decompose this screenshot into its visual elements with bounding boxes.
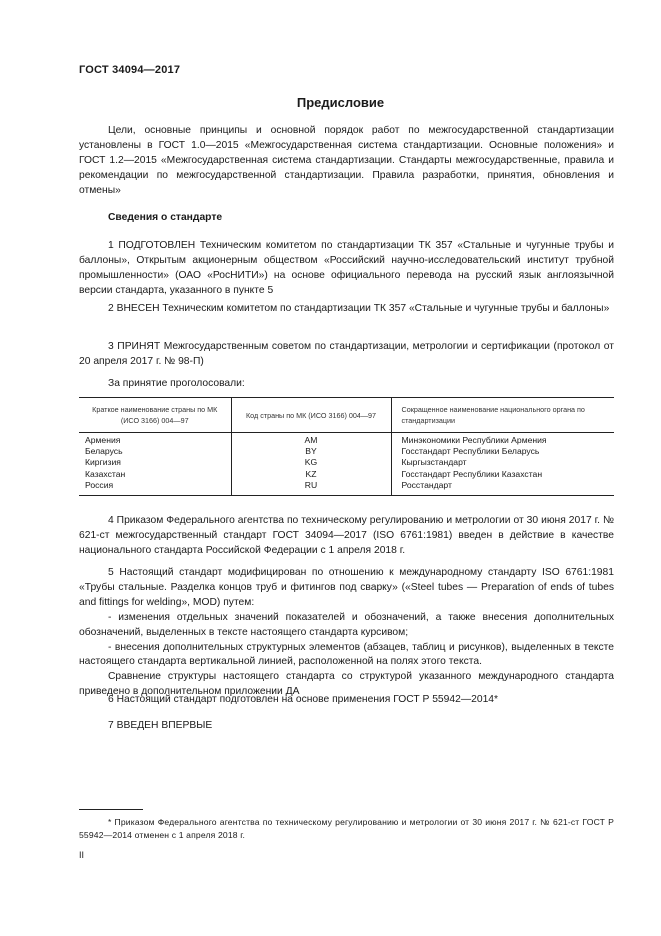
body-cell: Госстандарт Республики Беларусь [391,446,614,457]
item-6-paragraph: 6 Настоящий стандарт подготовлен на основе применения ГОСТ Р 55942—2014* [108,694,499,705]
item-5-section [79,566,614,700]
code-cell: KZ [231,469,391,480]
voted-section [79,377,614,392]
item-5-paragraph: 5 Настоящий стандарт модифицирован по отношению к международному стандарту ISO 6761:1981 «Трубы стальные. Разделка концов труб и фитингов под сварку» («Steel tubes — Preparation of ends of tubes and fittings for welding», MOD) путем: [79,567,614,608]
info-heading: Сведения о стандарте [108,212,223,223]
item-7-paragraph: 7 ВВЕДЕН ВПЕРВЫЕ [108,720,213,731]
item-4-section [79,514,614,559]
item-5-dash-2: - внесения дополнительных структурных элементов (абзацев, таблиц и рисунков), выделенных в тексте настоящего стандарта вертикальной линией, расположенной на полях этого текста. [79,641,614,668]
table-header-country: Краткое наименование страны по МК (ИСО 3166) 004—97 [79,398,231,433]
table-header-body: Сокращенное наименование национального органа по стандартизации [391,398,614,433]
country-cell: Казахстан [85,468,126,479]
item-5-comparison: Сравнение структуры настоящего стандарта со структурой указанного международного стандарта приведено в дополнительном приложении ДА [79,671,614,698]
table-header-row [79,398,614,433]
intro-paragraph: Цели, основные принципы и основной порядок работ по межгосударственной стандартизации установлены в ГОСТ 1.0—2015 «Межгосударственная система стандартизации. Основные положения» и ГОСТ 1.2—2015 «Межгосударственная система стандартизации. Стандарты межгосударственные, правила и рекомендации по межгосударственной стандартизации. Правила разработки, принятия, обновления и отмены» [79,125,614,196]
page-title: Предисловие [296,95,385,110]
code-cell: BY [231,446,391,457]
footnote-rule [79,809,143,810]
body-cell: Росстандарт [391,480,614,496]
item-4-paragraph: 4 Приказом Федерального агентства по техническому регулированию и метрологии от 30 июня 2017 г. № 621-ст межгосударственный стандарт ГОСТ 34094—2017 (ISO 6761:1981) введен в действие в качестве национального стандарта Российской Федерации с 1 апреля 2018 г. [79,515,614,556]
body-cell: Минэкономики Республики Армения [391,433,614,447]
footnote-text: * Приказом Федерального агентства по техническому регулированию и метрологии от 30 июня 2017 г. № 621-ст ГОСТ Р 55942—2014 отменен с 1 апреля 2018 г. [79,817,614,840]
intro-section [79,124,614,199]
voted-label: За принятие проголосовали: [108,378,245,389]
country-cell: Киргизия [85,457,121,468]
footnote [79,816,614,842]
item-5-dash-1: - изменения отдельных значений показателей и обозначений, а также внесения дополнительных обозначений, выделенных в тексте настоящего стандарта курсивом; [79,611,614,638]
item-3-paragraph: 3 ПРИНЯТ Межгосударственным советом по стандартизации, метрологии и сертификации (протокол от 20 апреля 2017 г. № 98-П) [79,341,614,367]
item-2-section [79,302,614,317]
standard-code-header: ГОСТ 34094—2017 [79,64,181,76]
body-cell: Госстандарт Республики Казахстан [391,469,614,480]
page-number: II [79,850,85,860]
item-6-section [79,693,614,708]
code-cell: KG [231,457,391,468]
body-cell: Кыргызстандарт [391,457,614,468]
code-cell: RU [231,480,391,496]
code-cell: AM [231,433,391,447]
country-cell: Россия [79,480,231,496]
country-cell: Армения [85,435,121,445]
voting-table [79,397,614,496]
table-row [79,469,614,480]
item-2-paragraph: 2 ВНЕСЕН Техническим комитетом по стандартизации ТК 357 «Стальные и чугунные трубы и баллоны» [108,303,610,314]
country-cell: Беларусь [85,446,123,457]
table-row [79,480,614,496]
table-row [79,457,614,468]
item-1-paragraph: 1 ПОДГОТОВЛЕН Техническим комитетом по стандартизации ТК 357 «Стальные и чугунные трубы и баллоны», Открытым акционерным обществом «Российский научно-исследовательский институт трубной промышленности» (ОАО «РосНИТИ») на основе официального перевода на русский язык англоязычной версии стандарта, указанного в пункте 5 [79,240,614,296]
item-1-section [79,239,614,299]
table-header-code: Код страны по МК (ИСО 3166) 004—97 [231,398,391,433]
item-7-section [79,719,614,734]
table-row [79,446,614,457]
item-3-section [79,340,614,370]
table-row [79,433,614,447]
